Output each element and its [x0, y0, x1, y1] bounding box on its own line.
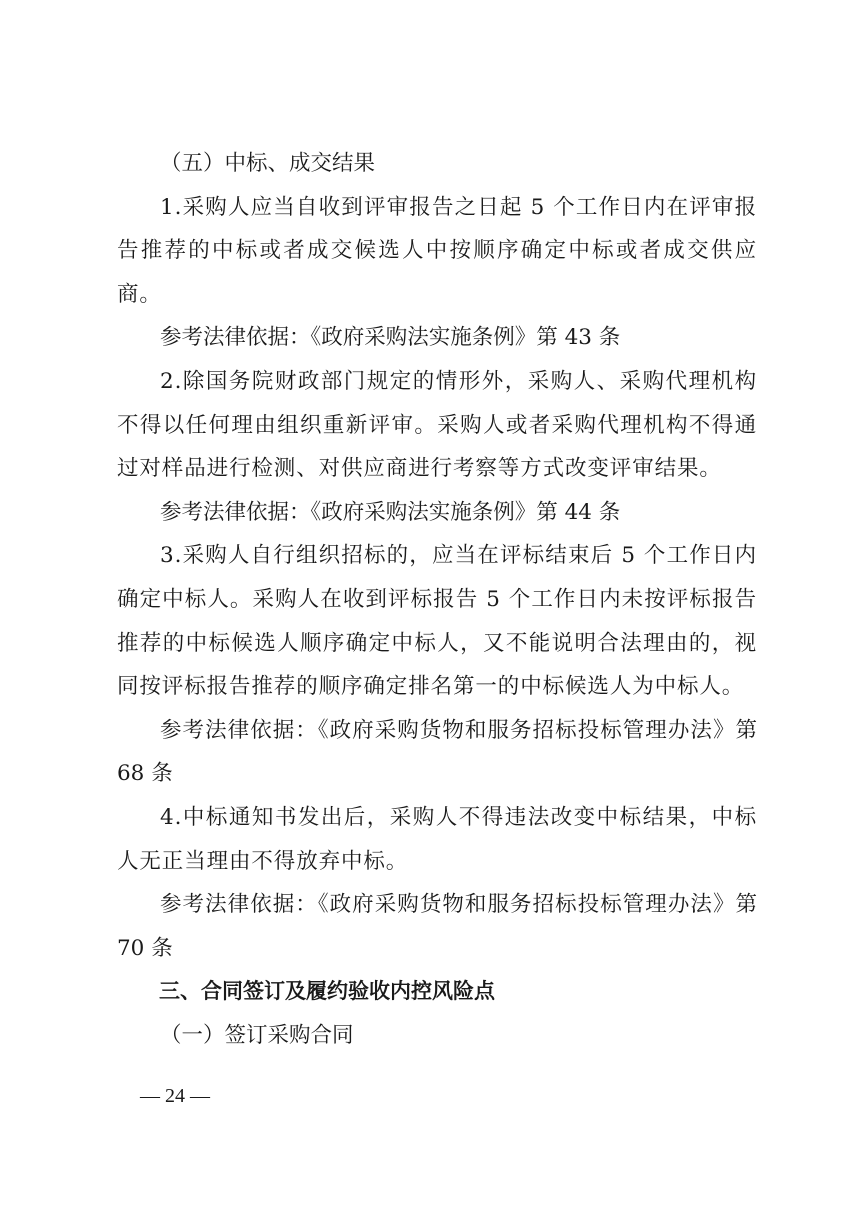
paragraph-2: 2.除国务院财政部门规定的情形外，采购人、采购代理机构不得以任何理由组织重新评审。采购人或者采购代理机构不得通过对样品进行检测、对供应商进行考察等方式改变评审结果。 — [117, 368, 757, 482]
legal-reference-2: 参考法律依据：《政府采购法实施条例》第 44 条 — [160, 499, 621, 525]
legal-reference-4: 参考法律依据：《政府采购货物和服务招标投标管理办法》第 70 条 — [117, 892, 757, 961]
section-heading: （五）中标、成交结果 — [160, 151, 376, 176]
legal-reference-1: 参考法律依据：《政府采购法实施条例》第 43 条 — [160, 325, 621, 351]
document-body — [117, 142, 757, 1057]
legal-reference-3: 参考法律依据：《政府采购货物和服务招标投标管理办法》第 68 条 — [117, 717, 757, 787]
page-number: — 24 — — [140, 1085, 210, 1107]
chapter-heading: 三、合同签订及履约验收内控风险点 — [159, 979, 495, 1004]
paragraph-3: 3.采购人自行组织招标的，应当在评标结束后 5 个工作日内确定中标人。采购人在收到评标报告 5 个工作日内未按评标报告推荐的中标候选人顺序确定中标人，又不能说明合法理由的，视同按评标报告推荐的顺序确定排名第一的中标候选人为中标人。 — [117, 543, 757, 700]
paragraph-1: 1.采购人应当自收到评审报告之日起 5 个工作日内在评审报告推荐的中标或者成交候选人中按顺序确定中标或者成交供应商。 — [117, 194, 757, 307]
subsection-heading: （一）签订采购合同 — [160, 1022, 354, 1048]
paragraph-4: 4.中标通知书发出后，采购人不得违法改变中标结果，中标人无正当理由不得放弃中标。 — [117, 804, 757, 874]
